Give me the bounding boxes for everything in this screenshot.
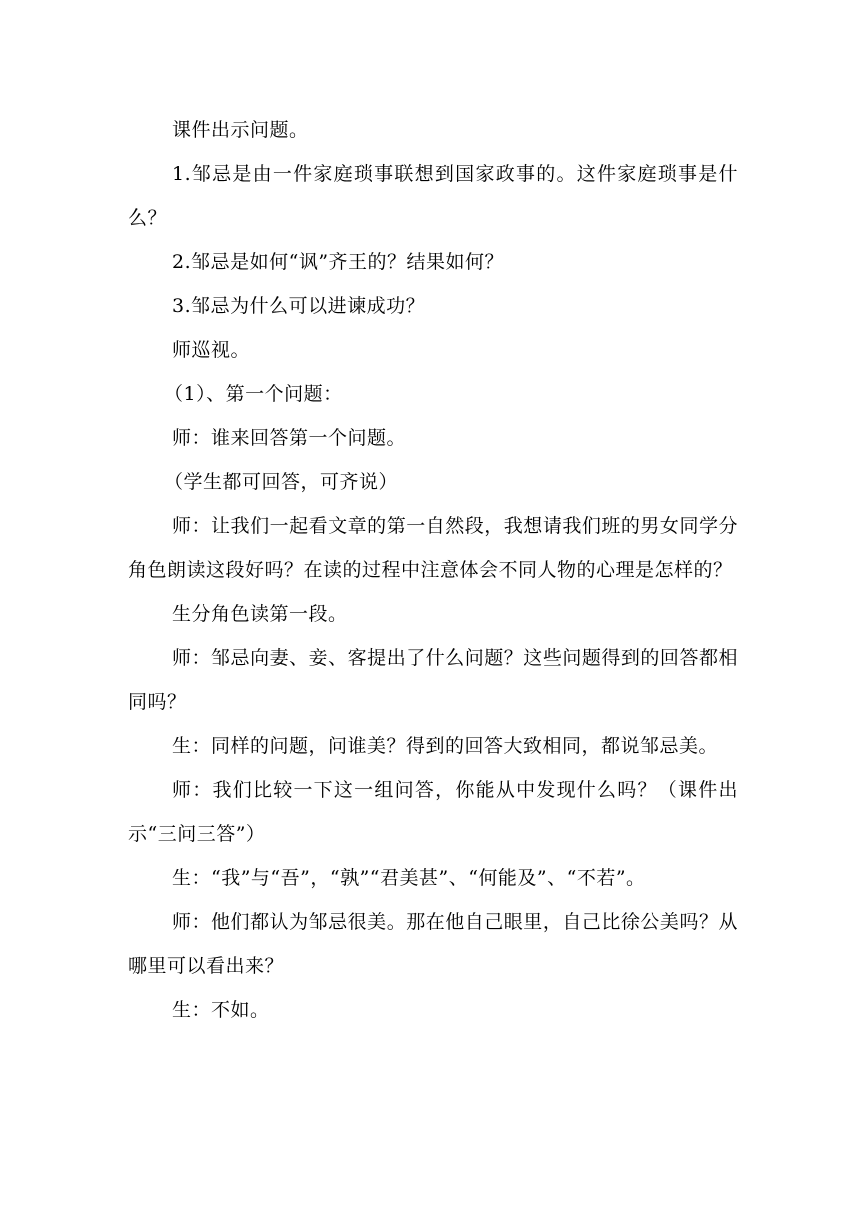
paragraph-question-1: 1.邹忌是由一件家庭琐事联想到国家政事的。这件家庭琐事是什么？ — [128, 163, 738, 229]
paragraph-teacher-question: 师：邹忌向妻、妾、客提出了什么问题？这些问题得到的回答都相同吗？ — [128, 647, 738, 713]
paragraph-teacher-compare: 师：我们比较一下这一组问答，你能从中发现什么吗？（课件出示“三问三答”） — [128, 779, 738, 845]
paragraph-student-answer-3: 生：不如。 — [172, 999, 270, 1021]
paragraph-student-note: （学生都可回答，可齐说） — [164, 471, 399, 493]
paragraph-students-read: 生分角色读第一段。 — [172, 603, 348, 625]
paragraph-courseware-questions: 课件出示问题。 — [172, 119, 309, 141]
paragraph-teacher-patrol: 师巡视。 — [172, 339, 251, 361]
paragraph-student-answer-1: 生：同样的问题，问谁美？得到的回答大致相同，都说邹忌美。 — [172, 735, 719, 757]
paragraph-teacher-read-first: 师：让我们一起看文章的第一自然段，我想请我们班的男女同学分角色朗读这段好吗？在读的过程中注意体会不同人物的心理是怎样的？ — [128, 515, 738, 581]
document-body — [128, 108, 738, 1032]
paragraph-question-2: 2.邹忌是如何“讽”齐王的？结果如何？ — [172, 251, 505, 273]
paragraph-section-1-heading: （1）、第一个问题： — [164, 383, 343, 405]
paragraph-question-3: 3.邹忌为什么可以进谏成功？ — [172, 295, 426, 317]
paragraph-teacher-ask: 师：谁来回答第一个问题。 — [172, 427, 407, 449]
paragraph-teacher-self-view: 师：他们都认为邹忌很美。那在他自己眼里，自己比徐公美吗？从哪里可以看出来？ — [128, 911, 738, 977]
paragraph-student-answer-2: 生：“我”与“吾”，“孰”“君美甚”、“何能及”、“不若”。 — [172, 867, 646, 889]
